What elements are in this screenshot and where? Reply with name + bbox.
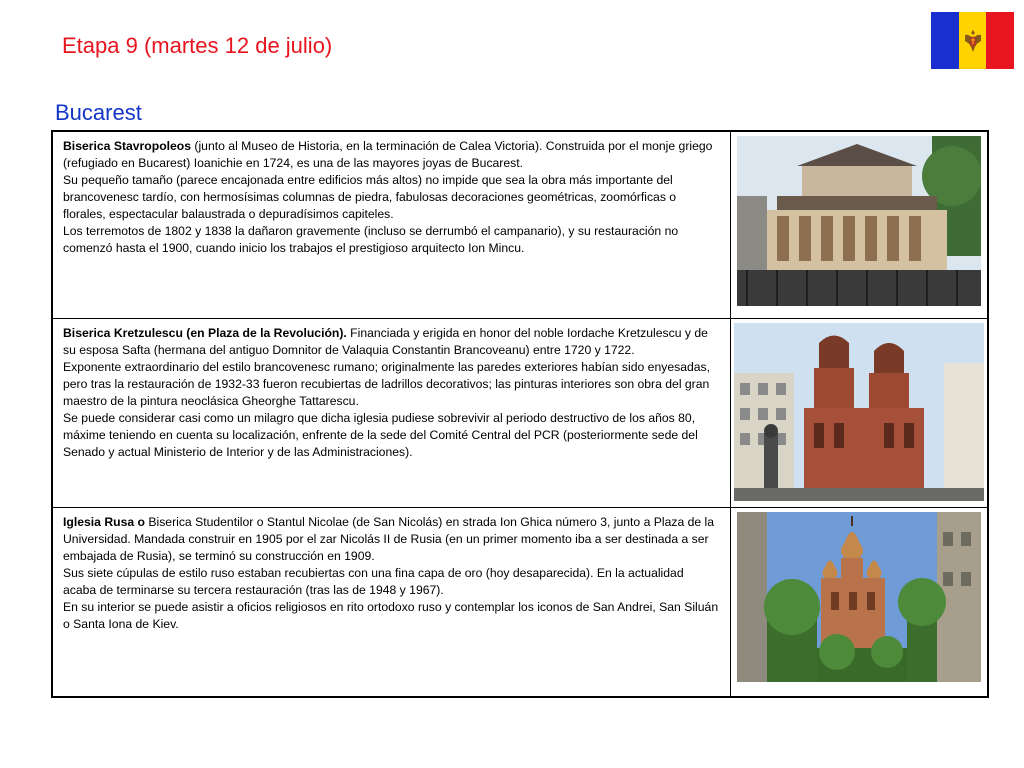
eagle-coat-of-arms-icon: [963, 29, 983, 53]
page-title: Etapa 9 (martes 12 de julio): [62, 33, 333, 58]
description-intro: (junto al Museo de Historia, en la terminación de Calea Victoria). Construida por el monje griego (refugiado en Bucarest) Ioanichie en 1724, es una de las mayores joyas de Bucarest.: [63, 139, 713, 170]
description-paragraph: Los terremotos de 1802 y 1838 la dañaron gravemente (incluso se derrumbó el campanario), y su restauración no comenzó hasta el 1900, cuando inicio los trabajos el prestigioso arquitecto Ion Mincu.: [63, 224, 679, 255]
church-name: Biserica Stavropoleos: [63, 139, 192, 153]
moldova-flag: [931, 12, 1014, 69]
church-name: Iglesia Rusa o: [63, 515, 145, 529]
church-photo-cell: [731, 319, 989, 508]
church-photo-cell: [731, 131, 989, 319]
table-row: [52, 131, 988, 319]
description-intro: Financiada y erigida en honor del noble Iordache Kretzulescu y de su esposa Safta (hermana del antiguo Domnitor de Valaquia Constantin Brancoveanu) entre 1720 y 1722.: [63, 326, 708, 357]
churches-table: [51, 130, 989, 698]
flag-band-blue: [931, 12, 959, 69]
kretzulescu-church-photo: [734, 323, 984, 501]
description-paragraph: Su pequeño tamaño (parece encajonada entre edificios más altos) no impide que sea la obra más importante del brancovenesc tardío, con hermosísimas columnas de piedra, fabulosas decoraciones geométricas, zoomórficas o florales, espectacular balaustrada o depuradísimos capiteles.: [63, 173, 677, 221]
description-intro: Biserica Studentilor o Stantul Nicolae (de San Nicolás) en strada Ion Ghica número 3, junto a Plaza de la Universidad. Mandada construir en 1905 por el zar Nicolás II de Rusia (en un primer momento iba a ser destinada a ser embajada de Rusia), se terminó su construcción en 1909.: [63, 515, 715, 563]
russian-church-photo: [737, 512, 981, 682]
church-description: [52, 508, 731, 698]
flag-band-red: [986, 12, 1014, 69]
description-paragraph: Exponente extraordinario del estilo brancovenesc rumano; originalmente las paredes exteriores habían sido enyesadas, pero tras la restauración de 1932-33 fueron recubiertas de ladrillos decorativos; las pinturas interiores son obra del gran maestro de la pintura neoclásica Gheorghe Tattarescu.: [63, 360, 711, 408]
description-paragraph: Se puede considerar casi como un milagro que dicha iglesia pudiese sobrevivir al periodo destructivo de los años 80, máxime teniendo en cuenta su localización, enfrente de la sede del Comité Central del PCR (posteriormente sede del Senado y actual Ministerio de Interior y de las Administraciones).: [63, 411, 698, 459]
church-photo-cell: [731, 508, 989, 698]
description-paragraph: Sus siete cúpulas de estilo ruso estaban recubiertas con una fina capa de oro (hoy desaparecida). En la actualidad acaba de terminarse su tercera restauración (tras las de 1948 y 1967).: [63, 566, 684, 597]
church-description: [52, 319, 731, 508]
church-description: [52, 131, 731, 319]
description-paragraph: En su interior se puede asistir a oficios religiosos en rito ortodoxo ruso y contemplar los iconos de San Andrei, San Siluán o Santa Iona de Kiev.: [63, 600, 719, 631]
city-heading: Bucarest: [55, 100, 142, 125]
table-row: [52, 508, 988, 698]
church-name: Biserica Kretzulescu (en Plaza de la Revolución).: [63, 326, 347, 340]
stavropoleos-church-photo: [737, 136, 981, 306]
table-row: [52, 319, 988, 508]
